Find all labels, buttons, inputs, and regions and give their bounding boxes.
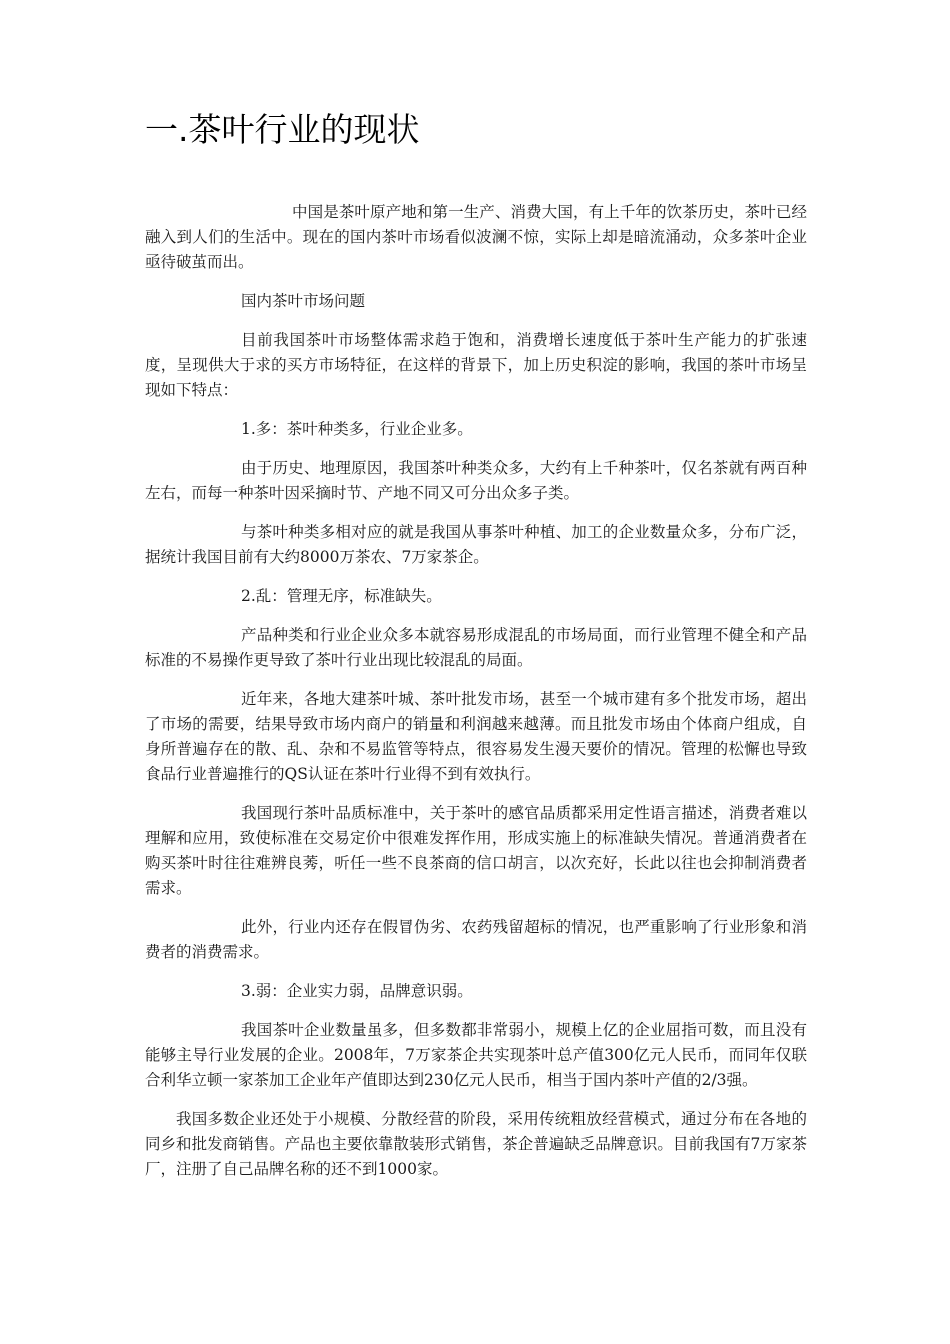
paragraph-market-overview: 目前我国茶叶市场整体需求趋于饱和，消费增长速度低于茶叶生产能力的扩张速度，呈现供大于求的买方市场特征，在这样的背景下，加上历史积淀的影响，我国的茶叶市场呈现如下特点：: [145, 331, 807, 399]
point-heading-many: 1.多：茶叶种类多，行业企业多。: [241, 420, 473, 438]
paragraph-counterfeits: 此外，行业内还存在假冒伪劣、农药残留超标的情况，也严重影响了行业形象和消费者的消费需求。: [145, 918, 807, 961]
paragraph-wholesale-markets: 近年来，各地大建茶叶城、茶叶批发市场，甚至一个城市建有多个批发市场，超出了市场的需要，结果导致市场内商户的销量和利润越来越薄。而且批发市场由个体商户组成，自身所普遍存在的散、乱、杂和不易监管等特点，很容易发生漫天要价的情况。管理的松懈也导致食品行业普遍推行的QS认证在茶叶行业得不到有效执行。: [145, 690, 807, 783]
paragraph-market-chaos: 产品种类和行业企业众多本就容易形成混乱的市场局面，而行业管理不健全和产品标准的不易操作更导致了茶叶行业出现比较混乱的局面。: [145, 626, 807, 669]
paragraph-weak-enterprises: 我国茶叶企业数量虽多，但多数都非常弱小，规模上亿的企业屈指可数，而且没有能够主导行业发展的企业。2008年，7万家茶企共实现茶叶总产值300亿元人民币，而同年仅联合利华立顿一家茶加工企业年产值即达到230亿元人民币，相当于国内茶叶产值的2/3强。: [145, 1021, 807, 1089]
paragraph-enterprise-count: 与茶叶种类多相对应的就是我国从事茶叶种植、加工的企业数量众多，分布广泛，据统计我国目前有大约8000万茶农、7万家茶企。: [145, 523, 807, 566]
section-heading-market-issues: 国内茶叶市场问题: [241, 292, 366, 310]
point-heading-chaos: 2.乱：管理无序，标准缺失。: [241, 587, 442, 605]
paragraph-intro: 中国是茶叶原产地和第一生产、消费大国，有上千年的饮茶历史，茶叶已经融入到人们的生活中。现在的国内茶叶市场看似波澜不惊，实际上却是暗流涌动，众多茶叶企业亟待破茧而出。: [145, 203, 807, 271]
document-body: [145, 200, 807, 1196]
page-title: 一.茶叶行业的现状: [145, 110, 420, 149]
paragraph-brand-awareness: 我国多数企业还处于小规模、分散经营的阶段，采用传统粗放经营模式，通过分布在各地的同乡和批发商销售。产品也主要依靠散装形式销售，茶企普遍缺乏品牌意识。目前我国有7万家茶厂，注册了自己品牌名称的还不到1000家。: [145, 1110, 807, 1178]
point-heading-weak: 3.弱：企业实力弱，品牌意识弱。: [241, 982, 473, 1000]
paragraph-tea-varieties: 由于历史、地理原因，我国茶叶种类众多，大约有上千种茶叶，仅名茶就有两百种左右，而每一种茶叶因采摘时节、产地不同又可分出众多子类。: [145, 459, 807, 502]
paragraph-quality-standards: 我国现行茶叶品质标准中，关于茶叶的感官品质都采用定性语言描述，消费者难以理解和应用，致使标准在交易定价中很难发挥作用，形成实施上的标准缺失情况。普通消费者在购买茶叶时往往难辨良莠，听任一些不良茶商的信口胡言，以次充好，长此以往也会抑制消费者需求。: [145, 804, 807, 897]
